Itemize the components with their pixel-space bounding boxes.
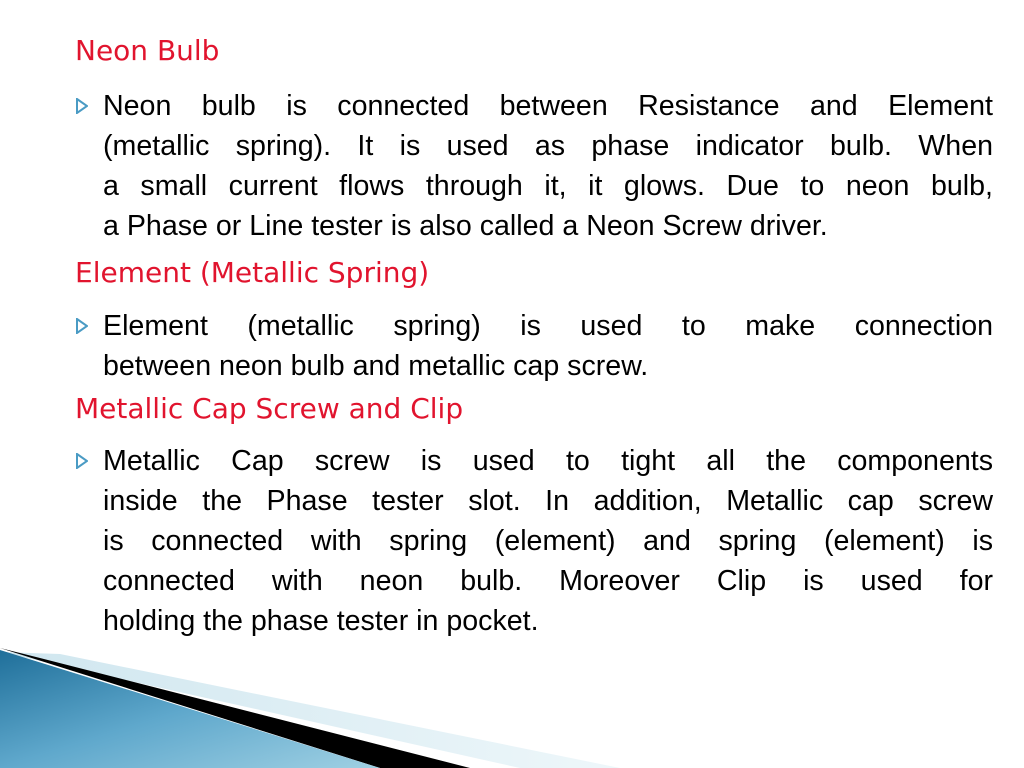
text-line: inside the Phase tester slot. In addition, Metallic cap screw: [103, 485, 993, 517]
text-line: a Phase or Line tester is also called a Neon Screw driver.: [103, 210, 828, 242]
text-line: is connected with spring (element) and spring (element) is: [103, 525, 993, 557]
text-line: holding the phase tester in pocket.: [103, 605, 539, 637]
decorative-swoosh: [0, 640, 1024, 768]
text-line: (metallic spring). It is used as phase indicator bulb. When: [103, 130, 993, 162]
text-line: Element (metallic spring) is used to make connection: [103, 310, 993, 342]
paragraph-metallic-cap-screw-and-clip: [103, 441, 993, 641]
text-line: Neon bulb is connected between Resistance and Element: [103, 90, 993, 122]
triangle-right-icon: [76, 98, 88, 114]
triangle-right-icon: [76, 453, 88, 469]
heading-element-metallic-spring: Element (Metallic Spring): [75, 256, 430, 289]
text-line: connected with neon bulb. Moreover Clip is used for: [103, 565, 993, 597]
heading-neon-bulb: Neon Bulb: [75, 34, 220, 67]
triangle-right-icon: [76, 318, 88, 334]
paragraph-element-metallic-spring: [103, 306, 993, 386]
heading-metallic-cap-screw-and-clip: Metallic Cap Screw and Clip: [75, 392, 464, 425]
paragraph-neon-bulb: [103, 86, 993, 246]
text-line: a small current flows through it, it glows. Due to neon bulb,: [103, 170, 993, 202]
text-line: between neon bulb and metallic cap screw.: [103, 350, 649, 382]
text-line: Metallic Cap screw is used to tight all the components: [103, 445, 993, 477]
